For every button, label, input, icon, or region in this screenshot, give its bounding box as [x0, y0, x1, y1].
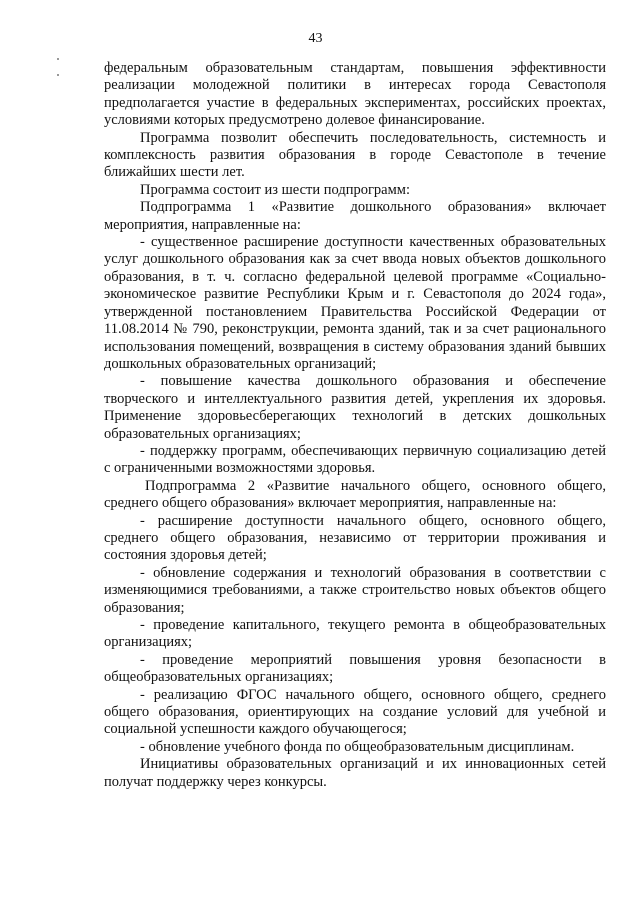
list-item: - проведение капитального, текущего ремонта в общеобразовательных организациях; [104, 617, 606, 651]
margin-speck [57, 74, 59, 76]
document-body [104, 60, 606, 791]
paragraph-program-structure: Программа состоит из шести подпрограмм: [140, 181, 410, 198]
list-item: - проведение мероприятий повышения уровня безопасности в общеобразовательных организациях; [104, 651, 606, 686]
paragraph-program-goal: Программа позволит обеспечить последовательность, системность и комплексность развития образования в городе Севастополе в течение ближайших шести лет. [104, 129, 606, 181]
list-item: - повышение качества дошкольного образования и обеспечение творческого и интеллектуального развития детей, укрепления их здоровья. Применение здоровьесберегающих технологий в детских дошкольных образовательных организациях; [104, 373, 606, 442]
list-item: - обновление учебного фонда по общеобразовательным дисциплинам. [140, 738, 575, 755]
list-item: - поддержку программ, обеспечивающих первичную социализацию детей с ограниченными возможностями здоровья. [104, 442, 606, 477]
margin-speck [57, 58, 59, 60]
subprogram-1-heading: Подпрограмма 1 «Развитие дошкольного образования» включает мероприятия, направленные на: [104, 199, 606, 233]
list-item: - существенное расширение доступности качественных образовательных услуг дошкольного образования как за счет ввода новых объектов дошкольного образования, в т. ч. согласно федеральной целевой программе «Социально-экономическое развитие Республики Крым и г. Севастополя до 2024 года», утвержденной постановлением Правительства Российской Федерации от 11.08.2014 № 790, реконструкции, ремонта зданий, так и за счет рационального использования помещений, возвращения в систему образования зданий бывших дошкольных образовательных организаций; [104, 234, 606, 372]
subprogram-2-heading: Подпрограмма 2 «Развитие начального общего, основного общего, среднего общего образования» включает мероприятия, направленные на: [104, 477, 606, 512]
paragraph-initiatives: Инициативы образовательных организаций и их инновационных сетей получат поддержку через конкурсы. [104, 756, 606, 790]
page-number: 43 [308, 31, 323, 46]
list-item: - расширение доступности начального общего, основного общего, среднего общего образования, независимо от территории проживания и состояния здоровья детей; [104, 512, 606, 564]
paragraph-continuation: федеральным образовательным стандартам, повышения эффективности реализации молодежной политики в интересах города Севастополя предполагается участие в федеральных экспериментах, российских проектах, условиями которых предусмотрено долевое финансирование. [104, 60, 606, 129]
list-item: - обновление содержания и технологий образования в соответствии с изменяющимися требованиями, а также строительство новых объектов общего образования; [104, 564, 606, 616]
list-item: - реализацию ФГОС начального общего, основного общего, среднего общего образования, ориентирующих на создание условий для учебной и социальной успешности каждого обучающегося; [104, 686, 606, 738]
